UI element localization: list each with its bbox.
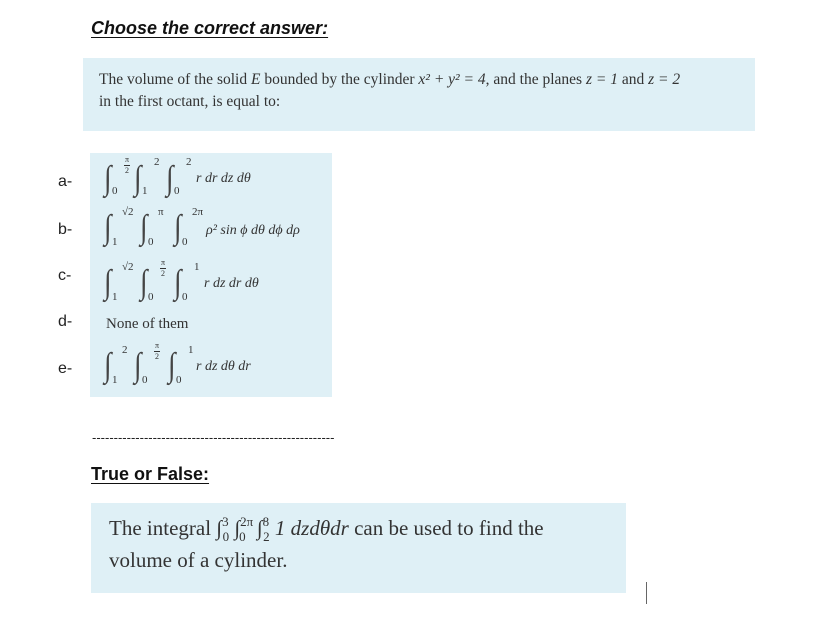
- lower-limit: 0: [148, 236, 154, 248]
- lower-limit: 2: [263, 529, 270, 544]
- upper-limit: 2: [186, 156, 192, 168]
- integral-sign: ∫: [104, 347, 112, 384]
- solid-name: E: [250, 71, 261, 88]
- integrand: ρ² sin ϕ dθ dϕ dρ: [206, 223, 300, 238]
- statement-part2: can be used to find the: [348, 516, 544, 540]
- lower-limit: 0: [182, 236, 188, 248]
- true-false-box: [91, 503, 626, 593]
- section-heading-choose: Choose the correct answer:: [91, 18, 329, 38]
- upper-limit: 2π: [192, 206, 204, 218]
- integral-sign: ∫: [174, 209, 182, 246]
- integral-sign: ∫: [166, 160, 174, 197]
- upper-limit: π 2: [154, 341, 160, 361]
- upper-limit: √2: [122, 261, 134, 273]
- question-text: [99, 69, 745, 113]
- lower-limit: 0: [222, 529, 230, 544]
- integral-sign: ∫: [256, 516, 263, 540]
- lower-limit: 0: [176, 374, 182, 386]
- lower-limit: 1: [112, 291, 118, 303]
- option-letter-a: a-: [58, 173, 73, 190]
- lower-limit: 0: [112, 185, 118, 197]
- integrand: r dz dr dθ: [204, 276, 259, 291]
- upper-limit: 2π: [240, 514, 254, 529]
- statement-line1: [109, 513, 544, 546]
- question-box: [83, 58, 755, 131]
- statement-integrand: 1 dzdθdr: [274, 516, 349, 540]
- integral-sign: ∫: [104, 209, 112, 246]
- question-line2: in the first octant, is equal to:: [99, 93, 281, 110]
- upper-limit: π 2: [160, 258, 166, 278]
- integral-sign: ∫: [234, 516, 241, 540]
- integral-sign: ∫: [174, 264, 182, 301]
- upper-limit: π 2: [124, 155, 130, 175]
- lower-limit: 1: [112, 374, 118, 386]
- question-part4: and: [617, 71, 649, 88]
- lower-limit: 0: [182, 291, 188, 303]
- option-letter-b: b-: [58, 221, 73, 238]
- upper-limit: 2: [154, 156, 160, 168]
- lower-limit: 1: [142, 185, 148, 197]
- upper-limit: 1: [188, 344, 194, 356]
- integral-sign: ∫: [104, 160, 112, 197]
- statement-line2: volume of a cylinder.: [109, 548, 288, 572]
- lower-limit: 0: [174, 185, 180, 197]
- lower-limit: 1: [112, 236, 118, 248]
- integral-sign: ∫: [134, 347, 142, 384]
- lower-limit: 0: [239, 529, 246, 544]
- option-letter-d: d-: [58, 313, 73, 330]
- section-heading-true-false: True or False:: [91, 464, 210, 484]
- upper-limit: 3: [222, 514, 229, 529]
- separator-line: --------------------------------------------------------: [92, 430, 335, 445]
- text-cursor: [646, 582, 647, 604]
- option-letter-c: c-: [58, 267, 72, 284]
- lower-limit: 0: [148, 291, 154, 303]
- integrand: r dr dz dθ: [196, 171, 251, 186]
- option-d-text[interactable]: None of them: [106, 316, 189, 332]
- upper-limit: π: [158, 206, 164, 218]
- upper-limit: 8: [262, 514, 270, 529]
- integral-sign: ∫: [140, 264, 148, 301]
- integral-sign: ∫: [140, 209, 148, 246]
- integral-sign: ∫: [104, 264, 112, 301]
- integral-sign: ∫: [168, 347, 176, 384]
- integrand: r dz dθ dr: [196, 359, 251, 374]
- upper-limit: 1: [194, 261, 200, 273]
- plane-equation-2: z = 2: [648, 71, 681, 88]
- lower-limit: 0: [142, 374, 148, 386]
- question-part1: The volume of the solid: [99, 71, 251, 88]
- upper-limit: 2: [122, 344, 128, 356]
- statement-part1: The integral: [109, 516, 217, 540]
- upper-limit: √2: [122, 206, 134, 218]
- integral-sign: ∫: [216, 516, 223, 540]
- question-part2: bounded by the cylinder: [260, 71, 419, 88]
- integral-sign: ∫: [134, 160, 142, 197]
- option-letter-e: e-: [58, 360, 73, 377]
- cylinder-equation: x² + y² = 4: [418, 71, 486, 88]
- plane-equation-1: z = 1: [585, 71, 618, 88]
- question-part3: , and the planes: [485, 71, 586, 88]
